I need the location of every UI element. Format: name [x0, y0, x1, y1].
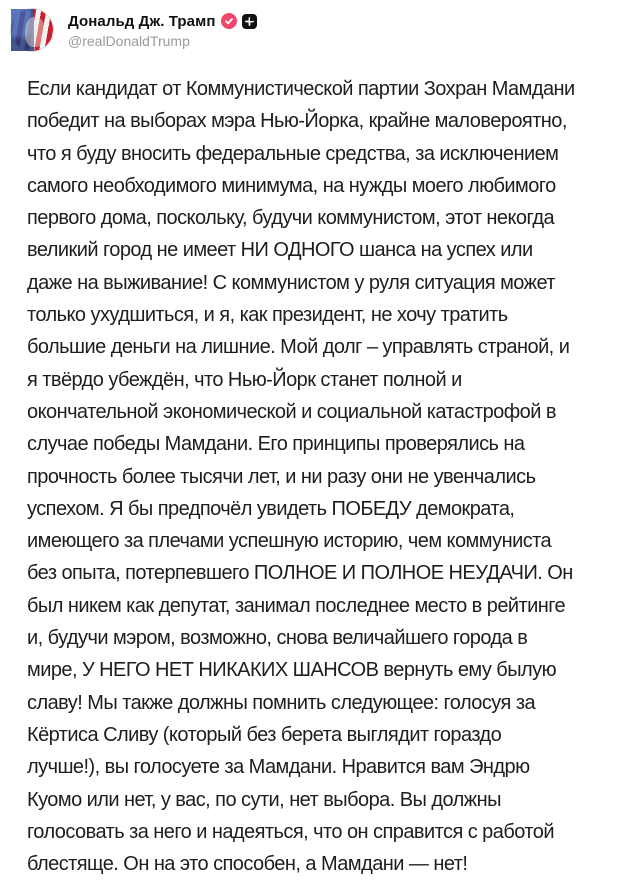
post-line: только ухудшиться, и я, как президент, не хочу тратить [27, 304, 508, 327]
post-line: Если кандидат от Коммунистической партии Зохран Мамдани [27, 78, 575, 100]
post-line: успехом. Я бы предпочёл увидеть ПОБЕДУ демократа, [27, 497, 515, 520]
avatar[interactable] [10, 8, 54, 52]
post-line: славу! Мы также должны помнить следующее: голосуя за [27, 691, 536, 714]
post-line: мире, У НЕГО НЕТ НИКАКИХ ШАНСОВ вернуть ему былую [27, 659, 557, 682]
post-line: был никем как депутат, занимал последнее место в рейтинге [27, 594, 566, 617]
post-line: Кёртиса Сливу (который без берета выглядит гораздо [27, 723, 502, 746]
post-line: голосовать за него и надеяться, что он справится с работой [27, 820, 554, 843]
post-line: имеющего за плечами успешную историю, чем коммуниста [27, 530, 552, 553]
name-row [68, 11, 257, 31]
verified-badge-icon [221, 13, 237, 29]
post-line: лучше!), вы голосуете за Мамдани. Нравится вам Эндрю [27, 756, 530, 779]
user-handle[interactable]: @realDonaldTrump [68, 33, 190, 49]
plus-badge-icon [242, 14, 257, 29]
post-line: что я буду вносить федеральные средства, за исключением [27, 142, 559, 165]
post-line: и, будучи мэром, возможно, снова величайшего города в [27, 627, 528, 650]
post-line: великий город не имеет НИ ОДНОГО шанса на успех или [27, 239, 533, 262]
display-name[interactable]: Дональд Дж. Трамп [68, 12, 216, 30]
post-line: даже на выживание! С коммунистом у руля ситуация может [27, 271, 555, 294]
post-header [10, 8, 257, 52]
post-line: окончательной экономической и социальной катастрофой в [27, 400, 556, 423]
post-line: первого дома, поскольку, будучи коммунистом, этот некогда [27, 207, 555, 230]
post-line: Куомо или нет, у вас, по сути, нет выбора. Вы должны [27, 788, 501, 811]
author-info [68, 11, 257, 49]
post-line: победит на выборах мэра Нью-Йорка, крайне маловероятно, [27, 110, 567, 133]
post-line: самого необходимого минимума, на нужды моего любимого [27, 174, 556, 197]
post-line: я твёрдо убеждён, что Нью-Йорк станет полной и [27, 368, 462, 391]
post-body [27, 73, 632, 880]
post-line: блестяще. Он на это способен, а Мамдани — нет! [27, 853, 468, 876]
post-line: прочность более тысячи лет, и ни разу они не увенчались [27, 465, 536, 488]
post-line: большие деньги на лишние. Мой долг – управлять страной, и [27, 336, 570, 359]
post-line: случае победы Мамдани. Его принципы проверялись на [27, 433, 525, 456]
post-line: без опыта, потерпевшего ПОЛНОЕ И ПОЛНОЕ НЕУДАЧИ. Он [27, 562, 573, 585]
